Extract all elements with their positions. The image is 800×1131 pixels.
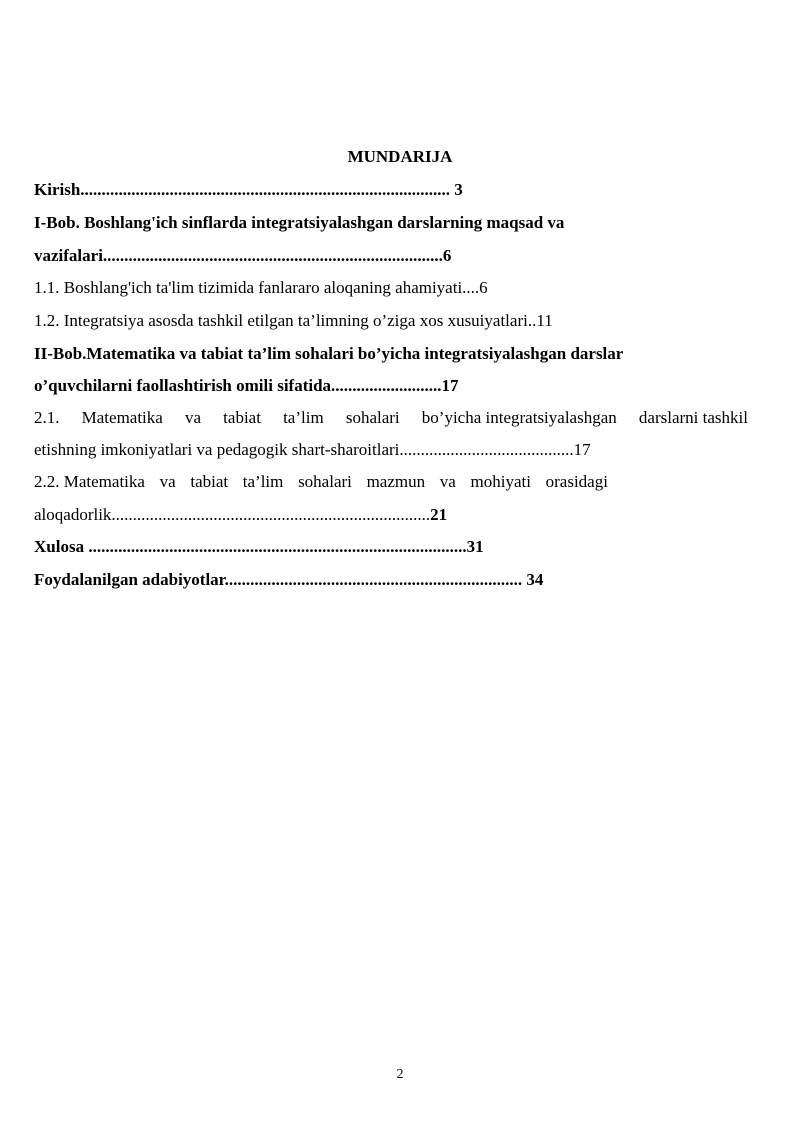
toc-word: tabiat [190, 472, 229, 491]
toc-section-2-1-line-1 [34, 407, 748, 429]
toc-entry-references: Foydalanilgan adabiyotlar...................................................................... 34 [34, 570, 544, 589]
toc-chapter-1-line-1: I-Bob. Boshlang'ich sinflarda integratsiyalashgan darslarning maqsad va [34, 213, 565, 232]
toc-word: sohalari [345, 408, 400, 427]
page-number: 2 [396, 1067, 404, 1082]
toc-section-2-1-line-2: etishning imkoniyatlari va pedagogik shart-sharoitlari.........................................17 [34, 440, 591, 459]
toc-chapter-2-line-2: o’quvchilarni faollashtirish omili sifatida..........................17 [34, 376, 459, 395]
toc-word: orasidagi [545, 472, 608, 491]
toc-chapter-2-line-1: II-Bob.Matematika va tabiat ta’lim sohalari bo’yicha integratsiyalashgan darslar [34, 344, 624, 363]
toc-word: va [159, 472, 176, 491]
toc-word: bo’yicha integratsiyalashgan [421, 408, 617, 427]
toc-section-2-2-line-2 [34, 504, 754, 526]
toc-word: tabiat [223, 408, 261, 427]
toc-word: ta’lim [242, 472, 284, 491]
toc-word: mazmun [366, 472, 426, 491]
toc-section-2-2-line-1 [34, 471, 608, 493]
toc-entry-conclusion: Xulosa .........................................................................................31 [34, 537, 484, 556]
toc-word: 2.2. Matematika [34, 472, 145, 491]
toc-word: va [439, 472, 456, 491]
toc-word: sohalari [298, 472, 352, 491]
toc-section-1-1: 1.1. Boshlang'ich ta'lim tizimida fanlararo aloqaning ahamiyati....6 [34, 278, 488, 297]
toc-section-1-2: 1.2. Integratsiya asosda tashkil etilgan ta’limning o’ziga xos xusuiyatlari..11 [34, 311, 553, 330]
toc-word: darslarni tashkil [638, 408, 748, 427]
toc-word: va [184, 408, 202, 427]
toc-entry-intro: Kirish....................................................................................... 3 [34, 180, 463, 199]
page-title: MUNDARIJA [347, 147, 453, 166]
toc-section-2-2-text: aloqadorlik...........................................................................21 [34, 505, 448, 524]
toc-chapter-1-line-2: vazifalari................................................................................6 [34, 246, 452, 265]
toc-word: 2.1. [34, 408, 60, 427]
toc-word: ta’lim [283, 408, 324, 427]
toc-word: mohiyati [470, 472, 531, 491]
toc-word: Matematika [81, 408, 163, 427]
